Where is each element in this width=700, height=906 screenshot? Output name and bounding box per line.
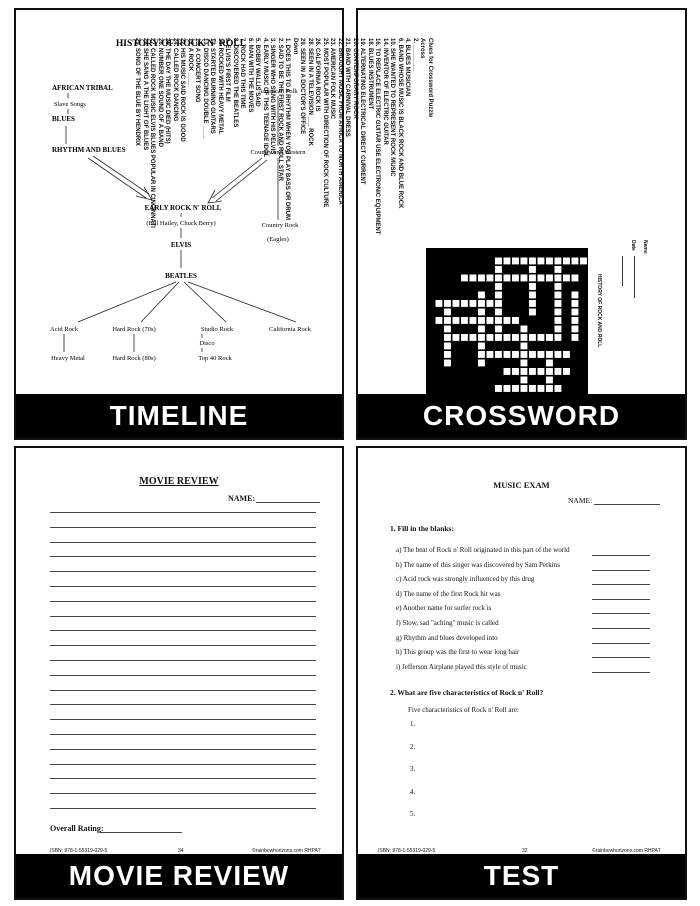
blank-question: a) The beat of Rock n' Roll originated in this part of the world [396, 546, 570, 554]
crossword-cell[interactable] [495, 283, 502, 290]
crossword-clue-line: 16. TO REPLACE ELECTRIC GUITAR USE ELECTRONIC EQUIPMENT [374, 38, 381, 235]
crossword-cell[interactable] [444, 326, 451, 333]
crossword-cell[interactable] [478, 326, 485, 333]
crossword-date-label: Date [630, 240, 636, 251]
crossword-cell[interactable] [495, 275, 502, 282]
review-line[interactable] [50, 793, 316, 794]
crossword-clue-line: 21. BAND WITH CARNIVAL DRESS [344, 38, 351, 137]
crossword-cell[interactable] [546, 275, 553, 282]
crossword-clue-line: 25. MOST POPULAR WITH DIRECTION OF ROCK CULTURE [322, 38, 328, 208]
crossword-cell[interactable] [521, 377, 528, 384]
crossword-cell[interactable] [504, 351, 511, 358]
crossword-clue-line: 3. SINGER WHO SANG WITH HIS PELVIS [269, 38, 276, 155]
crossword-cell[interactable] [470, 300, 477, 307]
crossword-cell[interactable] [538, 351, 545, 358]
crossword-cell[interactable] [555, 283, 562, 290]
crossword-cell[interactable] [444, 309, 451, 316]
crossword-clue-line: 23. AMERICAN FOLK MUSIC [329, 38, 336, 120]
crossword-clue-line: 19. ALTERNATING ELECTRICAL DIRECT CURRENT [359, 38, 366, 185]
node-california-rock: California Rock [269, 326, 311, 333]
crossword-cell[interactable] [478, 309, 485, 316]
crossword-clue-list [133, 38, 433, 234]
answer-blank[interactable] [592, 643, 650, 644]
crossword-cell[interactable] [555, 385, 562, 392]
crossword-clue-line: 9. ELVIS'S FIRST FILM [224, 38, 231, 102]
movie-review-isbn: ISBN: 978-1-55319-029-5 [50, 848, 108, 854]
crossword-cell[interactable] [555, 326, 562, 333]
crossword-cell[interactable] [546, 385, 553, 392]
crossword-clue-line: 8. DISCOVERED THE BEATLES [232, 38, 238, 128]
movie-review-page: 34 [178, 848, 184, 854]
review-line[interactable] [50, 512, 316, 513]
movie-review-site: ©rainbowhorizons.com RHPA7 [252, 848, 321, 854]
characteristic-number: 5. [410, 810, 416, 818]
review-line[interactable] [50, 675, 316, 676]
answer-blank[interactable] [592, 584, 650, 585]
crossword-cell[interactable] [487, 351, 494, 358]
crossword-cell[interactable] [572, 326, 579, 333]
review-line[interactable] [50, 808, 316, 809]
test-panel [356, 446, 687, 900]
test-title: MUSIC EXAM [493, 480, 550, 490]
crossword-cell[interactable] [563, 368, 570, 375]
timeline-title: HISTORY OF ROCK N' ROLL [115, 39, 247, 49]
crossword-cell[interactable] [444, 317, 451, 324]
node-african-tribal: AFRICAN TRIBAL [52, 84, 113, 92]
crossword-cell[interactable] [453, 300, 460, 307]
crossword-cell[interactable] [521, 360, 528, 367]
crossword-clue-line: 29. SEEN IN A DOCTOR'S OFFICE [299, 38, 306, 135]
crossword-cell[interactable] [495, 385, 502, 392]
review-line[interactable] [50, 527, 316, 528]
node-country-western: Country and Western [250, 149, 306, 156]
crossword-cell[interactable] [555, 334, 562, 341]
crossword-cell[interactable] [444, 334, 451, 341]
crossword-cell[interactable] [546, 368, 553, 375]
blank-question: f) Slow, sad "aching" music is called [396, 619, 499, 627]
movie-review-banner: MOVIE REVIEW [16, 854, 342, 898]
timeline-banner: TIMELINE [16, 394, 342, 438]
crossword-clue-line: 5. BOBBY WALLIS SAID [254, 38, 261, 107]
crossword-cell[interactable] [580, 258, 587, 265]
crossword-cell[interactable] [546, 258, 553, 265]
crossword-cell[interactable] [555, 309, 562, 316]
crossword-cell[interactable] [444, 360, 451, 367]
crossword-cell[interactable] [555, 351, 562, 358]
crossword-cell[interactable] [495, 351, 502, 358]
crossword-cell[interactable] [495, 292, 502, 299]
crossword-cell[interactable] [504, 317, 511, 324]
crossword-cell[interactable] [572, 258, 579, 265]
crossword-cell[interactable] [444, 343, 451, 350]
crossword-cell[interactable] [478, 343, 485, 350]
crossword-cell[interactable] [495, 258, 502, 265]
crossword-cell[interactable] [546, 360, 553, 367]
blank-question: g) Rhythm and blues developed into [396, 633, 498, 642]
crossword-cell[interactable] [444, 300, 451, 307]
review-line[interactable] [50, 586, 316, 587]
crossword-clue-line: 20. CONTEMPORARY ROCK [352, 38, 358, 119]
crossword-cell[interactable] [538, 258, 545, 265]
crossword-cell[interactable] [512, 334, 519, 341]
crossword-cell[interactable] [529, 309, 536, 316]
blank-question: i) Jefferson Airplane played this style of music [396, 662, 527, 671]
crossword-clue-line: 7. ROCK HAD THIS TIME [239, 38, 246, 109]
crossword-cell[interactable] [529, 275, 536, 282]
crossword-clue-line: 14. INVENTOR OF ELECTRIC GUITAR [382, 38, 388, 145]
crossword-cell[interactable] [495, 300, 502, 307]
crossword-clue-line: 26. CALIFORNIA ROCK IS [314, 38, 321, 112]
review-line[interactable] [50, 645, 316, 646]
blank-question: c) Acid rock was strongly influenced by this drug [396, 575, 535, 584]
answer-blank[interactable] [592, 555, 650, 556]
crossword-cell[interactable] [572, 317, 579, 324]
crossword-cell[interactable] [478, 300, 485, 307]
crossword-cell[interactable] [495, 334, 502, 341]
crossword-cell[interactable] [555, 300, 562, 307]
crossword-clue-line: Clues for Crossword Puzzle [427, 38, 433, 118]
node-eagles: (Eagles) [267, 236, 289, 243]
node-top40: Top 40 Rock [198, 355, 232, 362]
movie-review-title: MOVIE REVIEW [139, 476, 219, 487]
crossword-cell[interactable] [521, 351, 528, 358]
crossword-cell[interactable] [470, 275, 477, 282]
review-line[interactable] [50, 719, 316, 720]
test-name-label: NAME: [568, 496, 593, 505]
crossword-clue-line: 29. SONG OF THE BLUE BY HENDRIX [134, 38, 141, 146]
crossword-cell[interactable] [563, 351, 570, 358]
crossword-cell[interactable] [529, 266, 536, 273]
crossword-clue-line: Down [292, 38, 298, 55]
movie-review-name-line [256, 502, 320, 503]
node-american-folk: American Folk [258, 88, 298, 95]
crossword-cell[interactable] [546, 351, 553, 358]
crossword-cell[interactable] [538, 334, 545, 341]
crossword-cell[interactable] [444, 351, 451, 358]
crossword-cell[interactable] [521, 326, 528, 333]
crossword-clue-line: 27. CALLED ROCK MUSIC ELVIS BLUES POPULAR IN CINCINNATI [149, 38, 156, 228]
crossword-cell[interactable] [555, 266, 562, 273]
overall-rating-line [100, 832, 182, 833]
crossword-banner: CROSSWORD [358, 394, 685, 438]
crossword-clue-line: Across [419, 38, 426, 59]
crossword-cell[interactable] [512, 351, 519, 358]
overall-rating-label: Overall Rating: [50, 824, 104, 833]
crossword-cell[interactable] [538, 385, 545, 392]
answer-blank[interactable] [592, 672, 650, 673]
review-line[interactable] [50, 542, 316, 543]
crossword-cell[interactable] [521, 334, 528, 341]
question-2-heading: 2. What are five characteristics of Rock n' Roll? [390, 688, 544, 697]
crossword-cell[interactable] [504, 334, 511, 341]
node-rhythm-blues: RHYTHM AND BLUES [52, 146, 126, 154]
review-line[interactable] [50, 616, 316, 617]
crossword-clue-line: 11. ROCKED WITH HEAVY METAL [217, 38, 223, 135]
crossword-cell[interactable] [521, 385, 528, 392]
crossword-cell[interactable] [572, 300, 579, 307]
crossword-cell[interactable] [529, 368, 536, 375]
characteristic-number: 3. [410, 765, 416, 773]
crossword-cell[interactable] [529, 300, 536, 307]
crossword-cell[interactable] [478, 351, 485, 358]
crossword-cell[interactable] [529, 385, 536, 392]
crossword-cell[interactable] [436, 317, 443, 324]
node-hard-rock-80s: Hard Rock (80s) [112, 355, 156, 362]
node-early-rock: EARLY ROCK N' ROLL [144, 204, 222, 212]
crossword-cell[interactable] [521, 275, 528, 282]
crossword-date-line [622, 256, 623, 286]
crossword-cell[interactable] [478, 317, 485, 324]
crossword-grid [426, 248, 588, 404]
crossword-cell[interactable] [461, 317, 468, 324]
crossword-cell[interactable] [504, 275, 511, 282]
crossword-cell[interactable] [495, 266, 502, 273]
crossword-cell[interactable] [521, 343, 528, 350]
crossword-clue-line: 12. STARTED BURNING GUITARS [209, 38, 216, 134]
crossword-cell[interactable] [563, 258, 570, 265]
crossword-clue-line: 6. BAND WHOSE MUSIC IS BLACK ROCK AND BLUE ROCK [397, 38, 403, 209]
answer-blank[interactable] [592, 599, 650, 600]
review-line[interactable] [50, 630, 316, 631]
crossword-cell[interactable] [453, 334, 460, 341]
review-line[interactable] [50, 778, 316, 779]
crossword-clue-line: 26. NUMBER ONE SOUND OF A BAND [157, 38, 163, 147]
test-isbn: ISBN: 978-1-55319-029-5 [378, 848, 436, 854]
crossword-cell[interactable] [461, 300, 468, 307]
node-early-rock-artists: (Bill Hailey, Chuck Berry) [146, 220, 216, 227]
answer-blank[interactable] [592, 628, 650, 629]
crossword-cell[interactable] [555, 275, 562, 282]
crossword-clue-line: 4. EARLY MUSIC OF THIS TEENAGE IDOL [262, 38, 268, 158]
crossword-cell[interactable] [538, 275, 545, 282]
test-page: 32 [522, 848, 528, 854]
review-line[interactable] [50, 749, 316, 750]
crossword-name-label: Name [642, 240, 648, 254]
test-name-line [594, 504, 660, 505]
review-line[interactable] [50, 734, 316, 735]
crossword-cell[interactable] [495, 317, 502, 324]
characteristic-number: 4. [410, 787, 416, 796]
crossword-cell[interactable] [555, 317, 562, 324]
review-line[interactable] [50, 571, 316, 572]
crossword-cell[interactable] [521, 368, 528, 375]
crossword-cell[interactable] [529, 258, 536, 265]
crossword-cell[interactable] [512, 385, 519, 392]
crossword-cell[interactable] [555, 292, 562, 299]
crossword-cell[interactable] [504, 385, 511, 392]
movie-review-panel [14, 446, 344, 900]
review-line[interactable] [50, 704, 316, 705]
blank-question: d) The name of the first Rock hit was [396, 589, 501, 598]
crossword-cell[interactable] [504, 258, 511, 265]
crossword-cell[interactable] [495, 326, 502, 333]
crossword-clue-line: 2. ________ [412, 38, 418, 72]
crossword-cell[interactable] [487, 317, 494, 324]
crossword-clue-line: 22. HIS MUSIC SAID ROCK IS GOOD [179, 38, 186, 142]
crossword-cell[interactable] [529, 351, 536, 358]
node-blues: BLUES [52, 115, 75, 123]
characteristic-number: 1. [410, 720, 416, 728]
crossword-clue-line: 2. SAID TO BE THE FIRST ROCK AND ROLL STAR [277, 38, 283, 181]
crossword-clue-line: 22. BROUGHT MUSIC FROM AFRICA TO NORTH AMERICA [337, 38, 343, 205]
crossword-cell[interactable] [555, 258, 562, 265]
review-line[interactable] [50, 660, 316, 661]
crossword-cell[interactable] [572, 309, 579, 316]
crossword-name-line [634, 256, 635, 298]
crossword-cell[interactable] [555, 368, 562, 375]
crossword-cell[interactable] [461, 275, 468, 282]
crossword-clue-line: 15. A CONCERT SONG [194, 38, 201, 103]
crossword-cell[interactable] [512, 275, 519, 282]
crossword-clue-line: 4. BLUES MUSICIAN [404, 38, 411, 97]
review-line[interactable] [50, 764, 316, 765]
blank-question: b) The name of this singer was discovered by Sam Perkins [396, 560, 560, 569]
crossword-cell[interactable] [572, 334, 579, 341]
node-disco: Disco [199, 340, 215, 347]
characteristic-number: 2. [410, 742, 416, 751]
review-line[interactable] [50, 556, 316, 557]
crossword-clue-line: 28. SEEN IN A TELEVISION ___ ROCK [307, 38, 313, 146]
crossword-cell[interactable] [538, 368, 545, 375]
crossword-clue-line: 1. DOES THIS TO A RHYTHM WHEN YOU PLAY BASS OR DRUM [284, 38, 291, 221]
crossword-grid-title: HISTORY OF ROCK AND ROLL [596, 274, 602, 348]
crossword-clue-line: 6. MAN WITH THE MOVES [247, 38, 253, 113]
blank-question: e) Another name for surfer rock is [396, 604, 492, 613]
crossword-clue-line: 28. SHE SANG A THE LIGHT OF BLUES [142, 38, 148, 151]
answer-blank[interactable] [592, 657, 650, 658]
crossword-clue-line: 24. CALLED ROCK DANCING [172, 38, 178, 122]
crossword-cell[interactable] [487, 334, 494, 341]
crossword-cell[interactable] [487, 300, 494, 307]
test-banner: TEST [358, 854, 685, 898]
node-hard-rock-70s: Hard Rock (70s) [112, 326, 156, 333]
crossword-cell[interactable] [470, 317, 477, 324]
crossword-cell[interactable] [572, 275, 579, 282]
crossword-cell[interactable] [512, 368, 519, 375]
crossword-cell[interactable] [470, 334, 477, 341]
crossword-cell[interactable] [512, 317, 519, 324]
answer-blank[interactable] [592, 613, 650, 614]
node-country-rock: Country Rock [261, 222, 299, 229]
crossword-clue-line: 25. THE DAY THE MUSIC DIED (HITS) [164, 38, 171, 144]
crossword-cell[interactable] [529, 292, 536, 299]
crossword-cell[interactable] [436, 300, 443, 307]
crossword-cell[interactable] [461, 334, 468, 341]
crossword-cell[interactable] [529, 334, 536, 341]
answer-blank[interactable] [592, 570, 650, 571]
review-line[interactable] [50, 690, 316, 691]
crossword-cell[interactable] [495, 309, 502, 316]
crossword-cell[interactable] [478, 334, 485, 341]
review-line[interactable] [50, 601, 316, 602]
crossword-cell[interactable] [546, 334, 553, 341]
movie-review-name-label: NAME: [228, 494, 256, 503]
crossword-cell[interactable] [512, 258, 519, 265]
crossword-cell[interactable] [546, 377, 553, 384]
crossword-clue-line: 18. BLUES INSTRUMENT [367, 38, 373, 110]
blank-question: h) This group was the first to wear long hair [396, 648, 520, 657]
crossword-clue-line: 13. DISCO DANCING DOUBLE ____ [202, 38, 208, 139]
crossword-cell[interactable] [487, 275, 494, 282]
question-2-subheading: Five characteristics of Rock n' Roll are: [408, 706, 519, 714]
crossword-clue-line: 10. SHE WANTED TO REPRESENT ROCK MUSIC [389, 38, 396, 177]
question-1-heading: 1. Fill in the blanks: [390, 524, 454, 533]
crossword-cell[interactable] [572, 292, 579, 299]
node-beatles: BEATLES [165, 272, 197, 280]
node-heavy-metal: Heavy Metal [51, 355, 85, 362]
node-studio-rock: Studio Rock [200, 326, 234, 333]
crossword-cell[interactable] [478, 360, 485, 367]
node-slave-songs: Slave Songs [54, 101, 86, 108]
crossword-cell[interactable] [478, 292, 485, 299]
test-site: ©rainbowhorizons.com RHPA7 [592, 848, 661, 854]
crossword-cell[interactable] [563, 275, 570, 282]
crossword-cell[interactable] [453, 317, 460, 324]
crossword-clue-line: 17. A ROCK ____ [187, 38, 193, 87]
crossword-cell[interactable] [529, 283, 536, 290]
crossword-cell[interactable] [504, 368, 511, 375]
crossword-cell[interactable] [478, 275, 485, 282]
node-acid-rock: Acid Rock [50, 326, 78, 333]
crossword-cell[interactable] [521, 258, 528, 265]
node-elvis: ELVIS [170, 241, 192, 249]
